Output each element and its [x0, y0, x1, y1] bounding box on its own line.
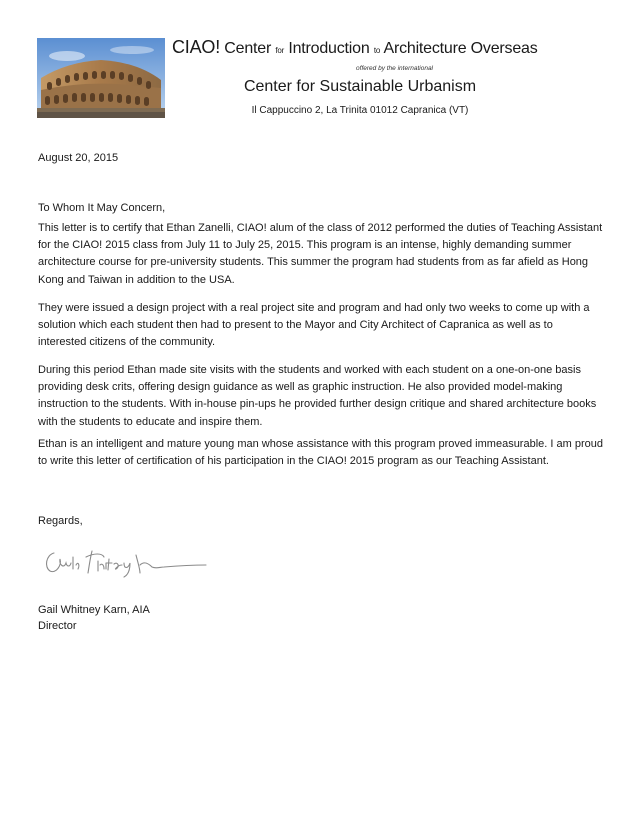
- paragraph-2: They were issued a design project with a real project site and program and had only two weeks to come up with a solution which each student then had to present to the Mayor and City Architect of Capranica as well as to interested citizens of the community.: [38, 302, 590, 349]
- title-center: Center: [224, 40, 272, 57]
- salutation: To Whom It May Concern,: [38, 202, 166, 214]
- letter-date: August 20, 2015: [38, 152, 119, 164]
- closing: Regards,: [38, 515, 83, 527]
- title-ciao: CIAO!: [172, 37, 221, 57]
- paragraph-1: This letter is to certify that Ethan Zanelli, CIAO! alum of the class of 2012 performed the duties of Teaching Assistant for the CIAO! 2015 class from July 11 to July 25, 2015. This program is an intense, highly demanding summer architecture course for pre-university students. This summer the program had students from as far afield as Hong Kong and Taiwan in addition to the USA.: [38, 222, 603, 286]
- institution-title: [172, 37, 612, 58]
- address: Il Cappuccino 2, La Trinita 01012 Capranica (VT): [251, 105, 469, 116]
- title-introduction: Introduction: [288, 40, 370, 57]
- title-for: for: [275, 46, 285, 55]
- paragraph-4: Ethan is an intelligent and mature young man whose assistance with this program proved immeasurable. I am proud to write this letter of certification of his participation in the CIAO! 2015 program as our Teaching Assistant.: [38, 438, 603, 468]
- colosseum-photo: [37, 38, 165, 118]
- signature: [40, 543, 210, 579]
- signer-title: Director: [38, 620, 77, 632]
- center-name: Center for Sustainable Urbanism: [243, 78, 477, 95]
- title-to: to: [373, 46, 381, 55]
- offered-by-line: offered by the international: [356, 65, 433, 72]
- paragraph-3: During this period Ethan made site visits with the students and worked with each student on a one-on-one basis providing desk crits, offering design guidance as well as graphic instruction. He also provided model-making instruction to the students. With in-house pin-ups he provided further design critique and shared architecture books with the students to educate and inspire them.: [38, 364, 597, 428]
- title-architecture: Architecture Overseas: [383, 40, 538, 57]
- signer-name: Gail Whitney Karn, AIA: [38, 604, 150, 616]
